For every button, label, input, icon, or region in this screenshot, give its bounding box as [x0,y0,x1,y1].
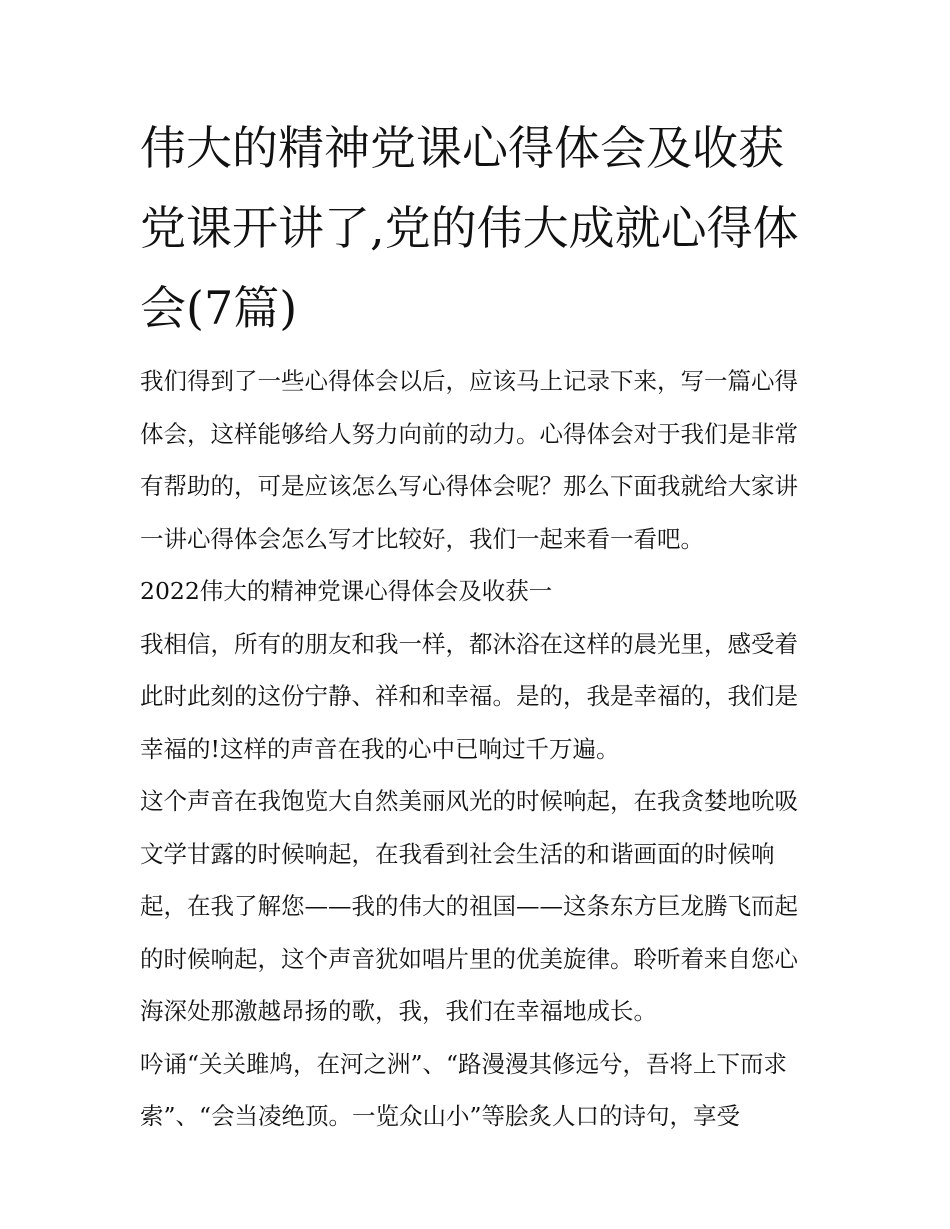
intro-paragraph: 我们得到了一些心得体会以后，应该马上记录下来，写一篇心得体会，这样能够给人努力向前的动力。心得体会对于我们是非常有帮助的，可是应该怎么写心得体会呢？那么下面我就给大家讲一讲心得体会怎么写才比较好，我们一起来看一看吧。 [140,367,798,553]
section-heading: 2022伟大的精神党课心得体会及收获一 [140,577,553,605]
body-paragraph-1: 我相信，所有的朋友和我一样，都沐浴在这样的晨光里，感受着此时此刻的这份宁静、祥和和幸福。是的，我是幸福的，我们是幸福的!这样的声音在我的心中已响过千万遍。 [140,629,798,763]
body-paragraph-2: 这个声音在我饱览大自然美丽风光的时候响起，在我贪婪地吮吸文学甘露的时候响起，在我看到社会生活的和谐画面的时候响起，在我了解您——我的伟大的祖国——这条东方巨龙腾飞而起的时候响起，这个声音犹如唱片里的优美旋律。聆听着来自您心海深处那激越昂扬的歌，我，我们在幸福地成长。 [140,787,798,1025]
document-body [140,355,820,1143]
body-paragraph-3: 吟诵“关关雎鸠，在河之洲”、“路漫漫其修远兮，吾将上下而求索”、“会当凌绝顶。一览众山小”等脍炙人口的诗句，享受 [140,1049,788,1130]
document-title: 伟大的精神党课心得体会及收获 党课开讲了,党的伟大成就心得体会(7篇) [140,121,799,335]
